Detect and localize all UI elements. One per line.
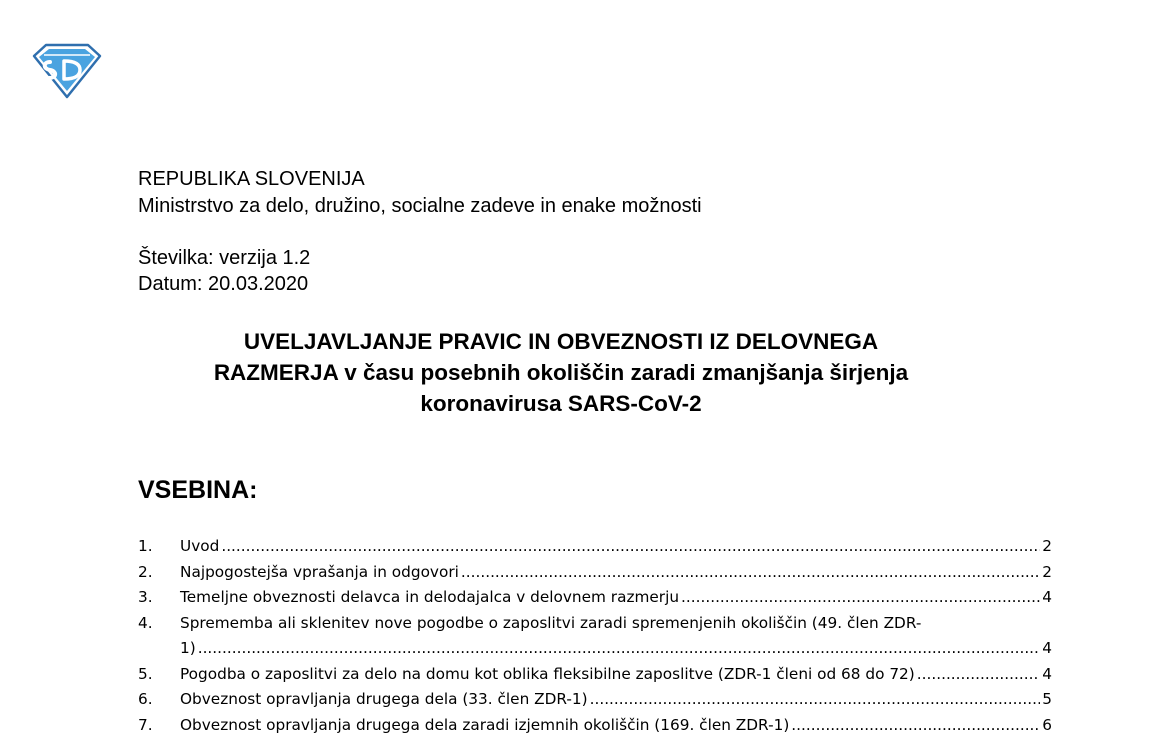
table-of-contents xyxy=(138,534,1052,738)
toc-entry-3[interactable] xyxy=(138,585,1052,611)
toc-entry-4[interactable] xyxy=(138,611,1052,662)
toc-entry-2[interactable] xyxy=(138,560,1052,586)
toc-entry-page[interactable]: 6 xyxy=(1042,715,1052,734)
toc-entry-number: 6. xyxy=(138,690,153,708)
toc-entry-title-continued[interactable]: 1) xyxy=(180,639,196,657)
toc-entry-number: 1. xyxy=(138,537,153,555)
toc-leader-dots xyxy=(681,585,1040,611)
toc-entry-number: 5. xyxy=(138,664,153,683)
toc-entry-page[interactable]: 2 xyxy=(1042,537,1052,555)
toc-entry-title[interactable]: Uvod xyxy=(180,537,220,555)
title-line-2: RAZMERJA v času posebnih okoliščin zaradi zmanjšanja širjenja xyxy=(213,360,909,385)
document-number: Številka: verzija 1.2 xyxy=(138,247,311,269)
title-line-1: UVELJAVLJANJE PRAVIC IN OBVEZNOSTI IZ DELOVNEGA xyxy=(243,329,879,354)
toc-entry-title[interactable]: Obveznost opravljanja drugega dela zaradi izjemnih okoliščin (169. člen ZDR-1) xyxy=(180,715,790,734)
toc-entry-page[interactable]: 5 xyxy=(1042,690,1052,708)
toc-entry-number: 7. xyxy=(138,715,153,734)
toc-entry-title[interactable]: Sprememba ali sklenitev nove pogodbe o zaposlitvi zaradi spremenjenih okoliščin (49. člen ZDR- xyxy=(180,613,922,632)
toc-entry-1[interactable] xyxy=(138,534,1052,560)
document-date: Datum: 20.03.2020 xyxy=(138,273,309,295)
toc-entry-page[interactable]: 4 xyxy=(1042,664,1052,683)
document-title xyxy=(138,326,984,419)
toc-entry-page[interactable]: 4 xyxy=(1042,588,1052,606)
title-line-3: koronavirusa SARS-CoV-2 xyxy=(420,391,702,416)
sd-logo-icon xyxy=(30,42,104,100)
toc-entry-title[interactable]: Temeljne obveznosti delavca in delodajalca v delovnem razmerju xyxy=(180,588,680,606)
ministry-name: Ministrstvo za delo, družino, socialne zadeve in enake možnosti xyxy=(138,195,702,217)
republic-name: REPUBLIKA SLOVENIJA xyxy=(138,168,365,190)
toc-leader-dots xyxy=(198,636,1041,662)
toc-entry-title[interactable]: Najpogostejša vprašanja in odgovori xyxy=(180,562,459,581)
toc-heading: VSEBINA: xyxy=(138,476,258,504)
toc-leader-dots xyxy=(221,534,1040,560)
toc-entry-page[interactable]: 4 xyxy=(1042,639,1052,657)
toc-entry-number: 3. xyxy=(138,588,153,606)
toc-leader-dots xyxy=(791,713,1040,739)
toc-entry-title[interactable]: Obveznost opravljanja drugega dela (33. člen ZDR-1) xyxy=(180,690,588,708)
toc-leader-dots xyxy=(917,662,1041,688)
toc-entry-number: 4. xyxy=(138,613,153,632)
toc-entry-number: 2. xyxy=(138,562,153,581)
toc-leader-dots xyxy=(461,560,1040,586)
toc-entry-title[interactable]: Pogodba o zaposlitvi za delo na domu kot oblika fleksibilne zaposlitve (ZDR-1 členi od 68 do 72) xyxy=(180,664,915,683)
toc-entry-5[interactable] xyxy=(138,662,1052,688)
toc-entry-6[interactable] xyxy=(138,687,1052,713)
toc-entry-7[interactable] xyxy=(138,713,1052,739)
toc-leader-dots xyxy=(590,687,1041,713)
toc-entry-page[interactable]: 2 xyxy=(1042,562,1052,581)
